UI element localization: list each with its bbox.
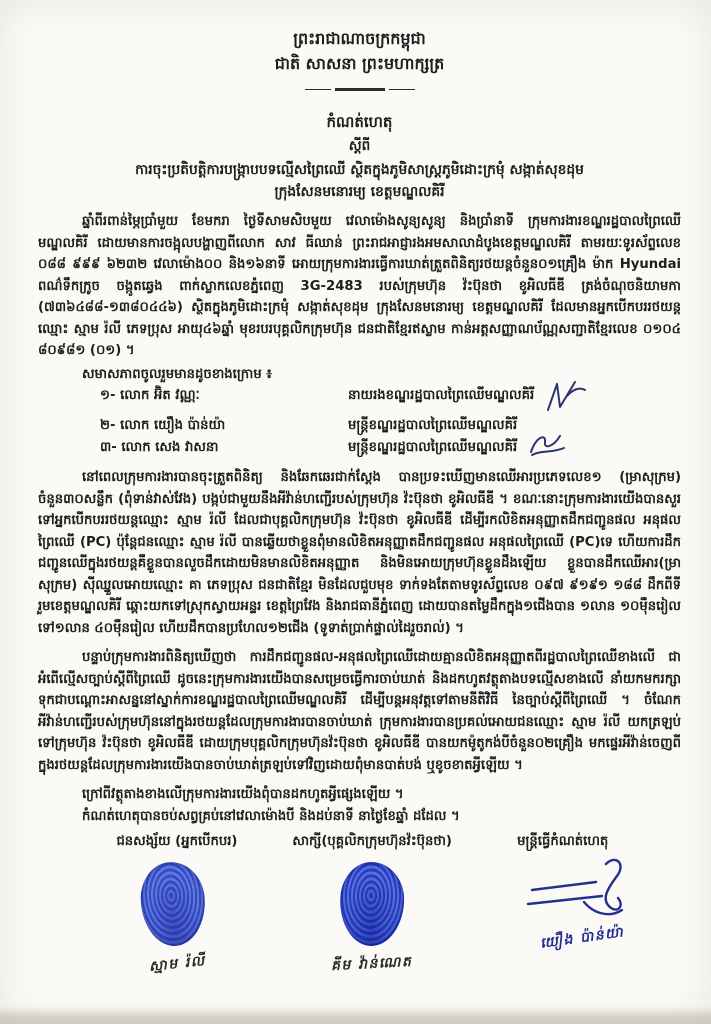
participant-role: នាយរងខណ្ឌរដ្ឋបាលព្រៃឈើមណ្ឌលគិរី <box>348 388 535 403</box>
suspect-label: ជនសង្ស័យ (អ្នកបើកបរ) <box>116 834 238 849</box>
participant-row-1 <box>38 385 681 415</box>
closing-statement-no-other-seizure: ក្រៅពីវត្ថុតាងខាងលើក្រុមការងារយើងពុំបានដកហូតអ្វីផ្សេងឡើយ ។ <box>82 787 404 802</box>
officer-handwritten-name: យឿង ប៉ាន់យ៉ា <box>539 924 626 952</box>
participant-title: លោក <box>121 440 151 455</box>
participant-name: អ៊ិត វណ្ណៈ <box>153 388 200 403</box>
participant-name: សេង វាសនា <box>155 440 219 455</box>
participant-title: លោក <box>120 388 150 403</box>
participant-role: មន្ត្រីខណ្ឌរដ្ឋបាលព្រៃឈើមណ្ឌលគិរី <box>348 440 518 455</box>
participant-title: លោក <box>120 418 150 433</box>
participants-heading: សមាសភាពចូលរួមមានដូចខាងក្រោម ៖ <box>82 366 273 382</box>
document-type-title: កំណត់ហេតុ <box>326 113 393 131</box>
suspect-fingerprint <box>138 860 208 948</box>
signature-block <box>38 833 681 975</box>
kingdom-motto-line1: ព្រះរាជាណាចក្រកម្ពុជា <box>293 29 426 48</box>
paragraph-incident-intro: ឆ្នាំពីរពាន់ម្ភៃប្រាំមួយ ខែមករា ថ្ងៃទីសាមសិបមួយ វេលាម៉ោងសូន្យសូន្យ និងប្រាំនាទី ក្រុមការងារខណ្ឌរដ្ឋបាលព្រៃឈើមណ្ឌលគិរី ដោយមានការចង្អុលបង្ហាញពីលោក សាវ ធីឈាន់ ព្រះរាជអាជ្ញារងអមសាលាដំបូងខេត្តមណ្ឌលគិរី តាមរយៈទូរស័ព្ទលេខ ០៨៨ ៩៩៩ ៦២៣២ វេលាម៉ោង០០ និង១៦នាទី អោយក្រុមការងារធ្វើការឃាត់ត្រួតពិនិត្យរថយន្តចំនួន០១គ្រឿង ម៉ាក Hyundai ពណ៌ទឹកក្រូច ចង្កូតឆ្វេង ពាក់ស្លាកលេខភ្នំពេញ 3G-2483 របស់ក្រុមហ៊ុន វ៉ះប៊ុនថា ខូអិលធីឌី ត្រង់ចំណុចនិយាមកា (៧៣៦៤៨៨-១៣៨០៤៤៦) ស្ថិតក្នុងភូមិដោះក្រមុំ សង្កាត់សុខដុម ក្រុងសែនមនោរម្យ ខេត្តមណ្ឌលគិរី ដែលមានអ្នកបើកបររថយន្តឈ្មោះ ស្មាម រ៉លី ភេទប្រុស អាយុ៤៦ឆ្នាំ មុខរបរបុគ្គលិកក្រុមហ៊ុន ជនជាតិខ្មែរឥស្លាម កាន់អត្តសញ្ញាណប័ណ្ណសញ្ជាតិខ្មែរលេខ ០១០៤ ៨០៩៨១ (០១) ។ <box>38 214 681 358</box>
document-about-label: ស្តីពី <box>348 138 371 154</box>
witness-fingerprint <box>339 861 406 947</box>
witness-signature-column <box>270 833 474 975</box>
officer-signature-column <box>474 833 651 975</box>
document-subject-line1: ការចុះប្រតិបត្តិការបង្ក្រាបបទល្មើសព្រៃឈើ ស្ថិតក្នុងភូមិសាស្ត្រភូមិដោះក្រមុំ សង្កាត់សុខដុម <box>135 162 584 178</box>
kingdom-motto-line2: ជាតិ សាសនា ព្រះមហាក្សត្រ <box>274 54 445 73</box>
participant-row-3 <box>38 437 681 459</box>
closing-statement-record-ended: កំណត់ហេតុបានចប់សព្វគ្រប់នៅវេលាម៉ោងបី និងដប់នាទី នាថ្ងៃខែឆ្នាំ ដដែល ។ <box>82 808 460 824</box>
suspect-signature-column <box>84 833 270 975</box>
suspect-handwritten-name: ស្មាម រ៉លី <box>147 953 206 975</box>
participant-number: ២- <box>100 418 116 433</box>
participant-number: ៣- <box>100 440 117 455</box>
document-subject-line2: ក្រុងសែនមនោរម្យ ខេត្តមណ្ឌលគិរី <box>274 184 445 200</box>
scan-edge-shadow <box>0 1006 711 1024</box>
witness-handwritten-name: គីម វ៉ាន់ណេត <box>331 953 414 975</box>
participant-row-2 <box>38 415 681 437</box>
participant-3-signature-mark <box>527 431 567 459</box>
paragraph-inspection-findings: នៅពេលក្រុមការងារបានចុះត្រួតពិនិត្យ និងឆែកឆេរជាក់ស្តែង បានប្រទះឃើញមានឈើអារប្រភេទលេខ១ (ម្រាសុក្រម) ចំនួន៣០សន្លឹក (ពុំទាន់វាស់វែង) បង្កប់ជាមួយនឹងអីវ៉ាន់ហញ្ជើរបស់ក្រុមហ៊ុន វ៉ះប៊ុនថា ខូអិលធីឌី ។ ខណៈនោះក្រុមការងារយើងបានសួរទៅអ្នកបើកបររថយន្តឈ្មោះ ស្មាម រ៉លី ដែលជាបុគ្គលិកក្រុមហ៊ុន វ៉ះប៊ុនថា ខូអិលធីឌី ដើម្បីរកលិខិតអនុញ្ញាតដឹកជញ្ជូនផល អនុផលព្រៃឈើ (PC) ប៉ុន្តែជនឈ្មោះ ស្មាម រ៉លី បានឆ្លើយថាខ្លួនពុំមានលិខិតអនុញ្ញាតដឹកជញ្ជូនផល អនុផលព្រៃឈើ (PC)ទេ ហើយការដឹកជញ្ជូនឈើក្នុងរថយន្តគឺខ្លួនបានលួចដឹកដោយមិនមានលិខិតអនុញ្ញាត និងមិនអោយក្រុមហ៊ុនខ្លួនដឹងឡើយ ខ្លួនបានដឹកឈើអារ(ម្រាសុក្រម) ស៊ីឈ្នួលអោយឈ្មោះ គា ភេទប្រុស ជនជាតិខ្មែរ មិនដែលជួបមុខ ទាក់ទងតែតាមទូរស័ព្ទលេខ ០៩៧ ៩១៩១ ១៨៨ ដឹកពីទីរួមខេត្តមណ្ឌលគិរី ឆ្ពោះយកទៅស្រុកស្វាយអន្ទរ ខេត្តព្រៃវែង និងរាជធានីភ្នំពេញ ដោយបានតម្លៃដឹកក្នុង១ជើងបាន ១លាន ១០ម៉ឺនរៀល ទៅ១លាន ៤០ម៉ឺនរៀល ហើយដឹកបានប្រហែល១២ជើង (ទូទាត់ប្រាក់ផ្ទាល់ដៃរួចរាល់) ។ <box>38 470 681 636</box>
participant-role: មន្ត្រីខណ្ឌរដ្ឋបាលព្រៃឈើមណ្ឌលគិរី <box>348 418 518 433</box>
witness-label: សាក្សី(បុគ្គលិកក្រុមហ៊ុនវ៉ះប៊ុនថា) <box>292 834 452 849</box>
header-divider <box>305 86 415 93</box>
participant-1-signature-mark <box>544 379 588 415</box>
participant-name: យឿង ប៉ាន់យ៉ា <box>153 418 226 433</box>
paragraph-action-taken: បន្ទាប់ក្រុមការងារពិនិត្យឃើញថា ការដឹកជញ្ជូនផល-អនុផលព្រៃឈើដោយគ្មានលិខិតអនុញ្ញាតពីរដ្ឋបាលព្រៃឈើខាងលើ ជាអំពើល្មើសច្បាប់ស្តីពីព្រៃឈើ ដូចនេះក្រុមការងារយើងបានសម្រេចធ្វើការចាប់ឃាត់ និងដកហូតវត្ថុតាងបទល្មើសខាងលើ នាំយកមករក្សាទុកជាបណ្តោះអាសន្ននៅស្នាក់ការខណ្ឌរដ្ឋបាលព្រៃឈើមណ្ឌលគិរី ដើម្បីបន្តអនុវត្តទៅតាមនីតិវិធី នៃច្បាប់ស្តីពីព្រៃឈើ ។ ចំណែកអីវ៉ាន់ហញ្ជើរបស់ក្រុមហ៊ុននៅក្នុងរថយន្តដែលក្រុមការងារបានចាប់ឃាត់ ក្រុមការងារបានប្រគល់អោយជនឈ្មោះ ស្មាម រ៉លី យកត្រឡប់ទៅក្រុមហ៊ុន វ៉ះប៊ុនថា ខូអិលធីឌី ដោយក្រុមបុគ្គលិកក្រុមហ៊ុនវ៉ះប៊ុនថា ខូអិលធីឌី បានយកម៉ូតូកង់បីចំនួន០២គ្រឿង មកផ្ទេរអីវ៉ាន់ចេញពីក្នុងរថយន្តដែលក្រុមការងារយើងបានចាប់ឃាត់ត្រឡប់ទៅវិញដោយពុំមានបាត់បង់ ឬខូចខាតអ្វីឡើយ ។ <box>38 650 681 773</box>
participant-number: ១- <box>100 388 116 403</box>
officer-label: មន្ត្រីធ្វើកំណត់ហេតុ <box>517 834 609 849</box>
